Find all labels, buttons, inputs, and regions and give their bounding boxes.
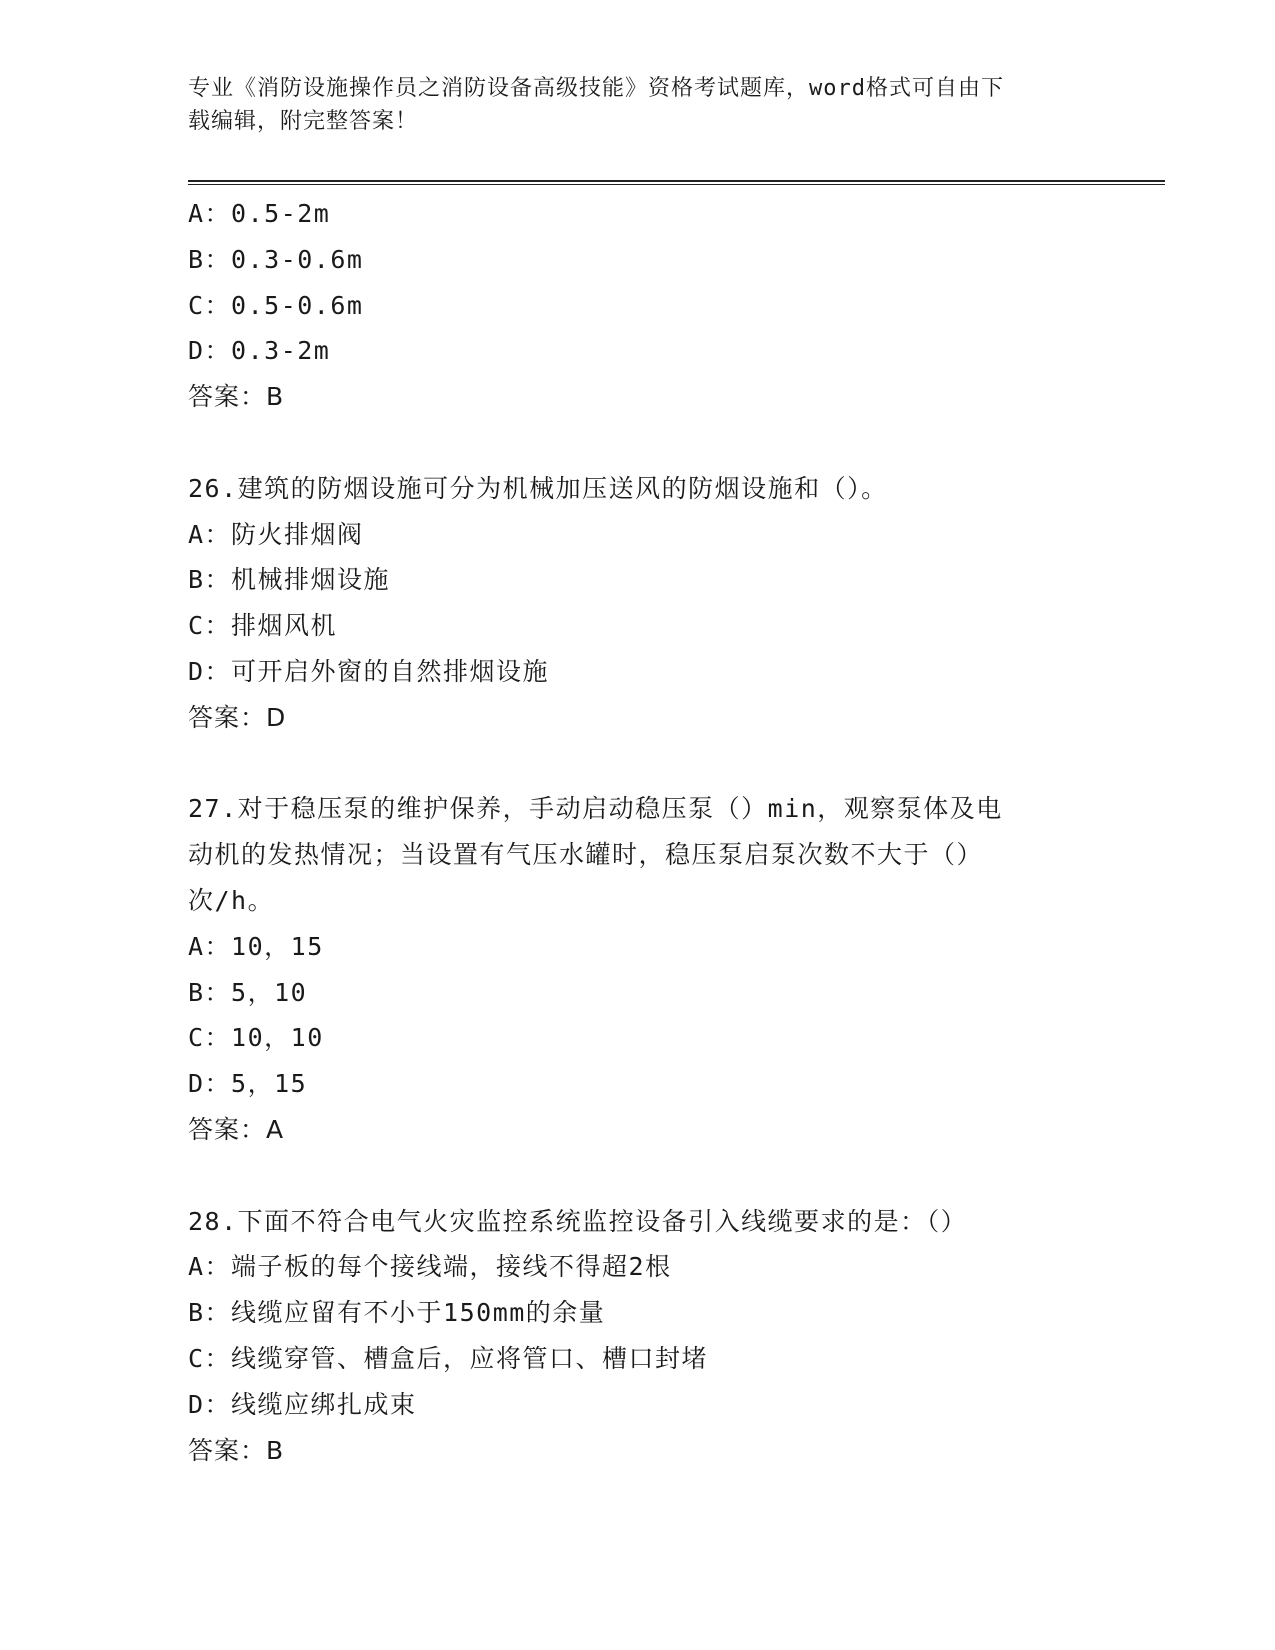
option-d: D：线缆应绑扎成束 — [188, 1389, 417, 1419]
option-c: C：10，10 — [188, 1023, 324, 1053]
option-a: A：10，15 — [188, 931, 324, 961]
question-stem: 26.建筑的防烟设施可分为机械加压送风的防烟设施和（）。 — [188, 473, 888, 503]
question-stem-line-3: 次/h。 — [188, 885, 275, 915]
option-d: D：0.3-2m — [188, 336, 331, 366]
option-c: C：排烟风机 — [188, 611, 338, 641]
question-stem-line-1: 27.对于稳压泵的维护保养，手动启动稳压泵（）min，观察泵体及电 — [188, 794, 1003, 824]
header-divider — [188, 180, 1165, 185]
document-header — [188, 72, 1088, 138]
option-c: C：0.5-0.6m — [188, 290, 364, 320]
question-26 — [188, 466, 1088, 741]
question-25 — [188, 191, 1088, 420]
answer: 答案：B — [188, 382, 285, 412]
spacer — [188, 741, 1088, 787]
option-a: A：端子板的每个接线端，接线不得超2根 — [188, 1252, 672, 1282]
option-d: D：5，15 — [188, 1069, 308, 1099]
option-c: C：线缆穿管、槽盒后，应将管口、槽口封堵 — [188, 1343, 709, 1373]
answer: 答案：D — [188, 702, 287, 732]
answer: 答案：A — [188, 1114, 285, 1144]
spacer — [188, 420, 1088, 466]
header-line-2: 载编辑，附完整答案！ — [188, 109, 419, 134]
question-stem: 28.下面不符合电气火灾监控系统监控设备引入线缆要求的是：（） — [188, 1206, 968, 1236]
question-28 — [188, 1199, 1088, 1474]
question-list — [188, 191, 1088, 1473]
option-b: B：机械排烟设施 — [188, 565, 391, 595]
spacer — [188, 1153, 1088, 1199]
option-b: B：5，10 — [188, 977, 308, 1007]
option-d: D：可开启外窗的自然排烟设施 — [188, 656, 550, 686]
answer: 答案：B — [188, 1435, 285, 1465]
option-b: B：0.3-0.6m — [188, 244, 364, 274]
header-line-1: 专业《消防设施操作员之消防设备高级技能》资格考试题库，word格式可自由下 — [188, 76, 1004, 101]
question-27 — [188, 786, 1088, 1152]
option-b: B：线缆应留有不小于150mm的余量 — [188, 1298, 606, 1328]
option-a: A：防火排烟阀 — [188, 519, 364, 549]
option-a: A：0.5-2m — [188, 199, 331, 228]
question-stem-line-2: 动机的发热情况；当设置有气压水罐时，稳压泵启泵次数不大于（） — [188, 840, 984, 870]
